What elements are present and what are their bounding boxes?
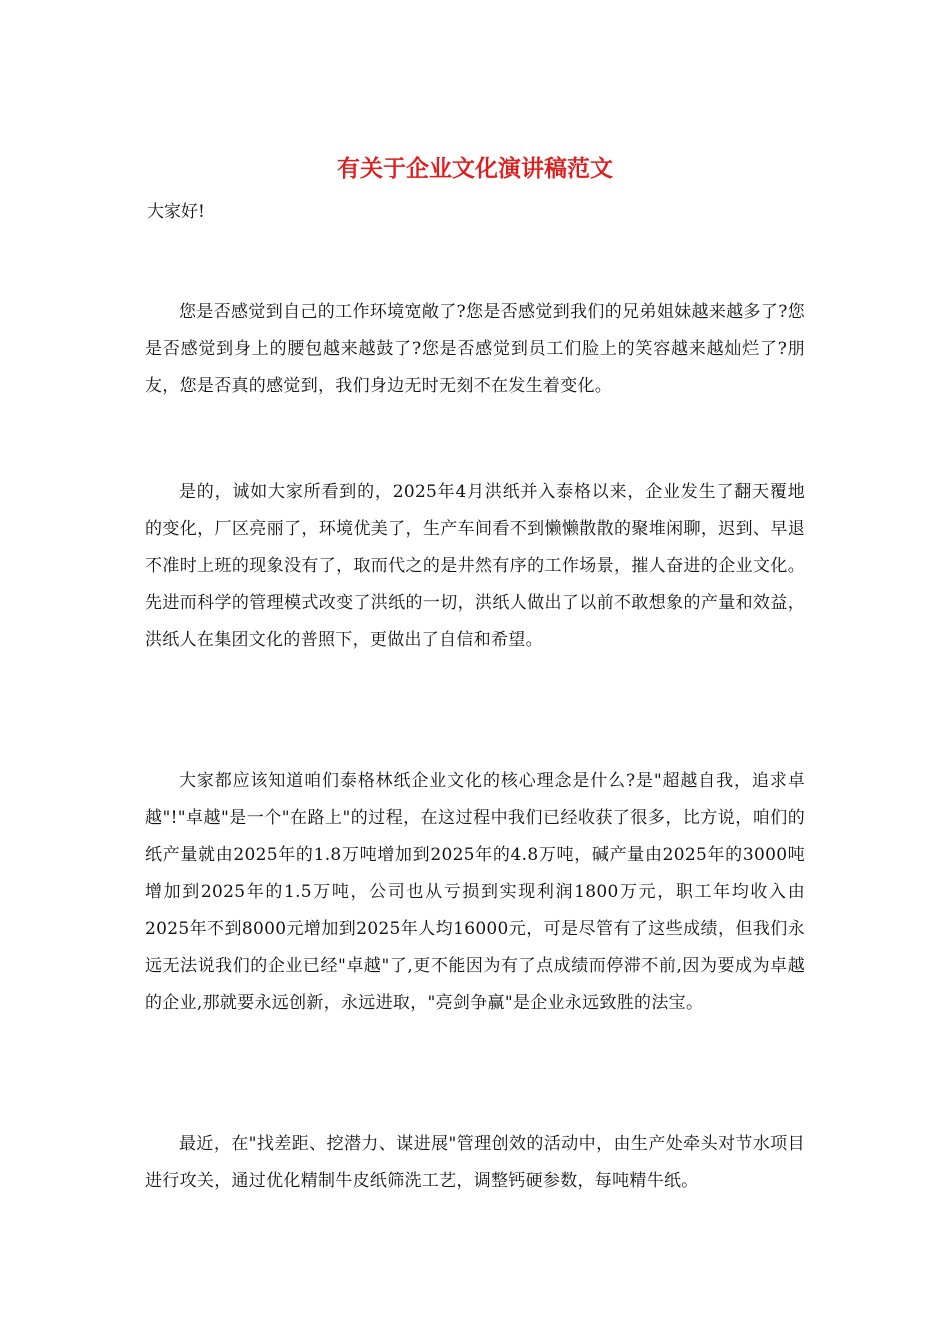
paragraph-3: 大家都应该知道咱们泰格林纸企业文化的核心理念是什么?是"超越自我，追求卓越"!"卓越"是一个"在路上"的过程，在这过程中我们已经收获了很多，比方说，咱们的纸产量就由2025年的1.8万吨增加到2025年的4.8万吨，碱产量由2025年的3000吨增加到2025年的1.5万吨，公司也从亏损到实现利润1800万元，职工年均收入由2025年不到8000元增加到2025年人均16000元，可是尽管有了这些成绩，但我们永远无法说我们的企业已经"卓越"了,更不能因为有了点成绩而停滞不前,因为要成为卓越的企业,那就要永远创新，永远进取，"亮剑争赢"是企业永远致胜的法宝。	[145, 771, 805, 1013]
paragraph-2: 是的，诚如大家所看到的，2025年4月洪纸并入泰格以来，企业发生了翻天覆地的变化，厂区亮丽了，环境优美了，生产车间看不到懒懒散散的聚堆闲聊，迟到、早退不准时上班的现象没有了，取而代之的是井然有序的工作场景，摧人奋进的企业文化。先进而科学的管理模式改变了洪纸的一切，洪纸人做出了以前不敢想象的产量和效益，洪纸人在集团文化的普照下，更做出了自信和希望。	[145, 482, 805, 650]
paragraph-4: 最近，在"找差距、挖潜力、谋进展"管理创效的活动中，由生产处牵头对节水项目进行攻关，通过优化精制牛皮纸筛洗工艺，调整钙硬参数，每吨精牛纸。	[145, 1134, 805, 1191]
paragraph-1: 您是否感觉到自己的工作环境宽敞了?您是否感觉到我们的兄弟姐妹越来越多了?您是否感觉到身上的腰包越来越鼓了?您是否感觉到员工们脸上的笑容越来越灿烂了?朋友，您是否真的感觉到，我们身边无时无刻不在发生着变化。	[145, 302, 805, 396]
greeting-text: 大家好!	[147, 202, 205, 222]
document-title: 有关于企业文化演讲稿范文	[337, 155, 613, 182]
